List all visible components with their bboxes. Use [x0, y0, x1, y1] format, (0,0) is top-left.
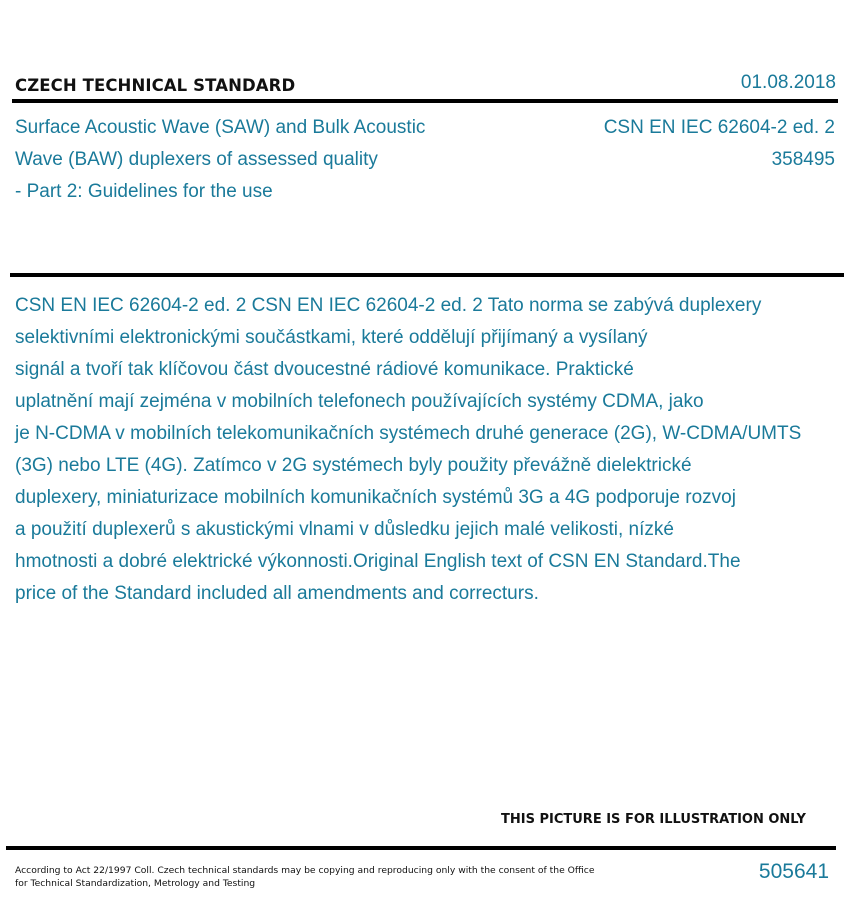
catalog-number: 358495	[771, 149, 835, 170]
standard-designation: CSN EN IEC 62604-2 ed. 2	[603, 117, 835, 138]
abstract-line: je N-CDMA v mobilních telekomunikačních systémech druhé generace (2G), W-CDMA/UMTS	[15, 423, 802, 444]
document-category: CZECH TECHNICAL STANDARD	[15, 76, 296, 95]
publication-date: 01.08.2018	[740, 72, 836, 93]
abstract-line: hmotnosti a dobré elektrické výkonnosti.Original English text of CSN EN Standard.The	[15, 551, 741, 572]
document-code: 505641	[758, 860, 829, 883]
standard-title-line-3: - Part 2: Guidelines for the use	[15, 181, 273, 202]
legal-notice-line-2: for Technical Standardization, Metrology and Testing	[15, 878, 256, 889]
abstract-line: selektivními elektronickými součástkami, které oddělují přijímaný a vysílaný	[15, 327, 648, 348]
standard-abstract	[15, 290, 865, 610]
abstract-line: duplexery, miniaturizace mobilních komunikačních systémů 3G a 4G podporuje rozvoj	[15, 487, 736, 508]
illustration-note: THIS PICTURE IS FOR ILLUSTRATION ONLY	[501, 812, 806, 827]
abstract-line: a použití duplexerů s akustickými vlnami v důsledku jejich malé velikosti, nízké	[15, 519, 674, 540]
abstract-line: CSN EN IEC 62604-2 ed. 2 CSN EN IEC 62604-2 ed. 2 Tato norma se zabývá duplexery	[15, 295, 762, 316]
standard-title-line-2: Wave (BAW) duplexers of assessed quality	[15, 149, 378, 170]
footer-divider	[6, 846, 836, 850]
legal-notice-line-1: According to Act 22/1997 Coll. Czech technical standards may be copying and reproducing only with the consent of the Office	[15, 865, 595, 876]
legal-notice	[15, 864, 594, 890]
abstract-line: (3G) nebo LTE (4G). Zatímco v 2G systémech byly použity převážně dielektrické	[15, 455, 692, 476]
standard-title-line-1: Surface Acoustic Wave (SAW) and Bulk Acoustic	[15, 117, 426, 138]
header-divider	[12, 99, 838, 103]
abstract-line: signál a tvoří tak klíčovou část dvoucestné rádiové komunikace. Praktické	[15, 359, 634, 380]
abstract-line: uplatnění mají zejména v mobilních telefonech používajících systémy CDMA, jako	[15, 391, 704, 412]
abstract-line: price of the Standard included all amendments and correcturs.	[15, 583, 539, 604]
title-divider	[10, 273, 844, 277]
